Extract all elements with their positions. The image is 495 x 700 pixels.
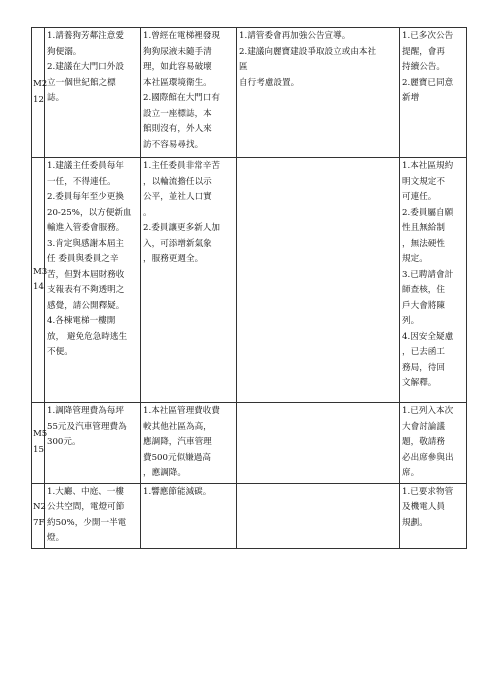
cell-text-line: ，已去函工 [402,347,445,357]
cell-text-line: 4.因安全疑慮 [402,331,454,342]
cell-text-line: 感覺，請公開釋疑。 [47,300,125,311]
cell-text-line: 規劃。 [402,517,428,528]
cell-text-line: 20-25%，以方便新血 [47,207,132,218]
cell-text-line: 席。 [402,468,420,478]
unit-id-cell [32,158,48,403]
reason-cell [141,28,237,158]
cell-text-line: 館則沒有，外人來 [143,124,212,134]
cell-text-line: 必出席參與出 [402,452,454,463]
cell-text-line: 題，敬請務 [402,437,445,447]
cell-text-line: 性且無給制 [402,223,445,233]
cell-text-line: 公平，並社人口實 [143,192,212,202]
cell-text-line: 訪不容易尋找。 [143,139,204,150]
cell-text-line: 大會討論議 [402,421,445,432]
cell-text-line: 2.麗寶已同意 [402,77,454,88]
cell-text-line: 戶大會將陳 [402,300,445,311]
cell-text-line: 1.主任委員非常辛苦 [143,161,220,171]
cell-text-line: 設立一座標誌，本 [143,108,212,119]
cell-text-line: 1.已列入本次 [402,406,454,416]
cell-text-line: 入，可添增新氣象 [143,238,212,249]
cell-text-line: 較其他社區為高， [143,421,212,432]
cell-text-line: 1.已多次公告 [402,31,454,41]
cell-text-line: 1.大廳、中庭、一樓 [47,486,124,497]
cell-text-line: M2 [33,79,48,89]
cell-text-line: 誌。 [47,93,65,103]
committee-opinion-cell [237,158,400,403]
cell-text-line: 狗狗尿液未隨手清 [143,46,212,57]
cell-text-line: ，以輪流擔任以示 [143,176,212,187]
cell-text-line: 4.各棟電梯一樓開 [47,316,116,326]
unit-id-cell [32,483,45,548]
cell-text-line: 公共空間，電燈可節 [47,502,125,512]
cell-text-line: 苦，但對本屆財務收 [47,269,125,280]
cell-text-line: 可連任。 [402,192,437,202]
cell-text-line: 區 [239,62,248,72]
cell-text-line: 務局，待回 [402,362,445,373]
cell-text-line: ，應調降。 [143,468,186,478]
response-cell [400,483,467,548]
cell-text-line: 1.調降管理費為每坪 [47,406,124,416]
committee-opinion-cell [237,28,400,158]
reason-cell [141,483,237,548]
unit-id-cell [32,28,48,158]
cell-text-line: 本社區環境衛生。 [143,77,212,88]
cell-text-line: 。 [143,207,152,218]
table-row [32,28,467,158]
cell-text-line: 300元。 [47,437,81,447]
response-cell [400,403,467,484]
committee-opinion-cell [237,483,400,548]
cell-text-line: 2.建議向麗寶建設爭取設立或由本社 [239,46,377,57]
cell-text-line: N2 [33,502,46,512]
cell-text-line: 55元及汽車管理費為 [47,421,127,432]
cell-text-line: 1.請管委會再加強公告宣導。 [239,31,351,41]
cell-text-line: 12 [33,94,44,105]
cell-text-line: 1.請養狗芳鄰注意愛 [47,31,124,41]
cell-text-line: 2.委員讓更多新人加 [143,223,220,233]
cell-text-line: 立一個世紀館之標 [47,77,116,88]
cell-text-line: 7F [33,517,45,528]
cell-text-line: 2.建議在大門口外設 [47,62,124,72]
cell-text-line: 不便。 [47,347,73,357]
cell-text-line: 任 委員與委員之辛 [47,254,119,264]
cell-text-line: 1.本社區管理費收費 [143,406,220,416]
suggestion-cell [45,403,141,484]
cell-text-line: 及機電人員 [402,502,445,512]
reason-cell [141,403,237,484]
cell-text-line: 2.國際館在大門口有 [143,93,220,103]
cell-text-line: M5 [33,429,48,440]
cell-text-line: 費500元似嫌過高 [143,452,211,463]
cell-text-line: ，無法硬性 [402,238,445,249]
cell-text-line: 理，如此容易破壞 [143,62,212,72]
suggestion-cell [45,158,141,403]
table-row [32,403,467,484]
cell-text-line: 自行考慮設置。 [239,77,300,88]
cell-text-line: 輸進入管委會服務。 [47,223,125,233]
cell-text-line: 一任，不得連任。 [47,176,116,187]
cell-text-line: 新增 [402,93,420,103]
cell-text-line: 2.委員屬自願 [402,207,454,218]
cell-text-line: 列。 [402,316,420,326]
suggestion-cell [45,483,141,548]
response-cell [400,158,467,403]
cell-text-line: 持續公告。 [402,62,445,72]
cell-text-line: 狗便溺。 [47,46,82,57]
cell-text-line: 文解釋。 [402,378,437,388]
cell-text-line: 師查核，住 [402,285,445,295]
cell-text-line: M3 [33,266,48,277]
cell-text-line: 15 [33,444,44,455]
cell-text-line: 3.已聘請會計 [402,269,454,280]
cell-text-line: 14 [33,282,44,292]
cell-text-line: 燈。 [47,533,65,543]
cell-text-line: 規定。 [402,254,428,264]
cell-text-line: 明文規定不 [402,176,445,187]
cell-text-line: 放， 避免危急時逃生 [47,331,128,342]
cell-text-line: 1.響應節能減碳。 [143,486,212,497]
cell-text-line: 提醒，會再 [402,46,445,57]
cell-text-line: ，服務更週全。 [143,254,204,264]
cell-text-line: 2.委員每年至少更換 [47,192,124,202]
table-row [32,483,467,548]
cell-text-line: 1.建議主任委員每年 [47,161,124,171]
suggestion-cell [45,28,141,158]
cell-text-line: 支報表有不夠透明之 [47,285,125,295]
cell-text-line: 約50%，少開一半電 [47,517,127,528]
suggestion-table [31,27,467,549]
cell-text-line: 1.曾經在電梯裡發現 [143,31,220,41]
table-row [32,158,467,403]
cell-text-line: 1.已要求物管 [402,486,454,497]
committee-opinion-cell [237,403,400,484]
cell-text-line: 應調降，汽車管理 [143,437,212,447]
cell-text-line: 3.肯定與感謝本屆主 [47,238,124,249]
reason-cell [141,158,237,403]
response-cell [400,28,467,158]
cell-text-line: 1.本社區規約 [402,161,454,171]
unit-id-cell [32,403,48,484]
